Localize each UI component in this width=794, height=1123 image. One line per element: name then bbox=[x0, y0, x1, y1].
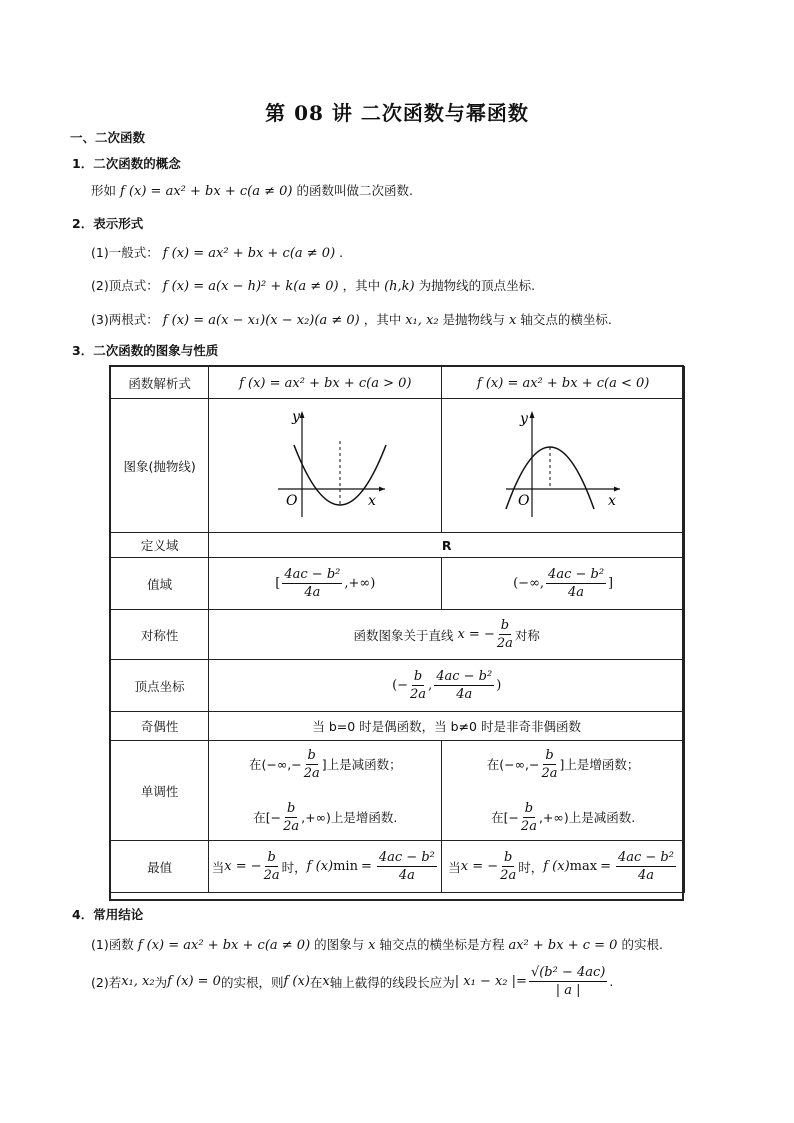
symmetry-x-eq: x = − bbox=[457, 627, 495, 642]
range-a-positive bbox=[209, 558, 442, 610]
c2-fx0: f (x) = 0 bbox=[167, 974, 221, 989]
mono-pos-top-num: b bbox=[307, 747, 316, 763]
range-neg-numerator: 4ac − b² bbox=[548, 567, 605, 582]
form-vertex-label: (2)顶点式： bbox=[91, 278, 159, 293]
mono-pos-bottom-post: ,+∞)上是增函数. bbox=[301, 810, 398, 825]
row-label-extremum: 最值 bbox=[111, 841, 209, 893]
table-row bbox=[111, 712, 685, 741]
vertex-denominator-2: 4a bbox=[456, 687, 473, 702]
symmetry-after: 对称 bbox=[514, 627, 540, 643]
heading-graph-properties: 3．二次函数的图象与性质 bbox=[72, 343, 219, 358]
form-vertex bbox=[91, 276, 535, 294]
x-axis-arrow bbox=[379, 487, 385, 492]
ext-neg-eq: = bbox=[600, 859, 611, 874]
ext-neg-den2: 4a bbox=[637, 868, 654, 883]
c2-abs: | x₁ − x₂ |= bbox=[454, 974, 527, 989]
range-pos-open: [ bbox=[275, 576, 281, 591]
c2-numerator: √(b² − 4ac) bbox=[530, 965, 606, 980]
properties-table bbox=[110, 366, 685, 893]
range-pos-numerator: 4ac − b² bbox=[284, 567, 341, 582]
vertex-open: (− bbox=[392, 678, 409, 693]
extremum-a-negative bbox=[442, 841, 685, 893]
ext-pos-fx: f (x) bbox=[306, 859, 334, 874]
symmetry-value bbox=[209, 610, 685, 660]
table-row bbox=[111, 367, 685, 399]
heading-conclusions: 4．常用结论 bbox=[72, 907, 144, 922]
origin-label: O bbox=[286, 493, 298, 509]
conclusion-1 bbox=[91, 935, 663, 953]
c2-mid4: 轴上截得的线段长应为 bbox=[329, 974, 455, 990]
form-roots-tail2: 轴交点的横坐标. bbox=[520, 312, 612, 327]
ext-pos-den: 2a bbox=[263, 868, 280, 883]
mono-pos-bottom-pre: 在[− bbox=[253, 810, 282, 825]
table-row bbox=[111, 533, 685, 558]
graph-a-negative bbox=[442, 399, 685, 533]
ext-pos-x-eq: x = − bbox=[224, 859, 262, 874]
c1-formula: f (x) = ax² + bx + c(a ≠ 0) bbox=[137, 938, 311, 953]
table-row bbox=[111, 610, 685, 660]
header-a-negative bbox=[442, 367, 685, 399]
form-vertex-tail: 为抛物线的顶点坐标. bbox=[418, 278, 536, 293]
origin-label: O bbox=[518, 493, 530, 509]
range-neg-denominator: 4a bbox=[568, 585, 585, 600]
c1-pre: (1)函数 bbox=[91, 937, 134, 952]
c2-mid1: 为 bbox=[154, 974, 168, 990]
range-neg-tail: ] bbox=[608, 576, 614, 591]
row-label-monotonic: 单调性 bbox=[111, 741, 209, 841]
form-general-formula: f (x) = ax² + bx + c(a ≠ 0) bbox=[162, 246, 336, 261]
c1-mid: 的图象与 bbox=[314, 937, 365, 952]
c2-fx: f (x) bbox=[283, 974, 310, 989]
range-pos-denominator: 4a bbox=[304, 585, 321, 600]
symmetry-before: 函数图象关于直线 bbox=[353, 627, 454, 643]
monotonic-a-positive bbox=[209, 741, 442, 841]
ext-pos-mid: 时， bbox=[281, 859, 307, 875]
ext-pos-den2: 4a bbox=[398, 868, 415, 883]
extremum-a-positive bbox=[209, 841, 442, 893]
concept-text bbox=[91, 181, 413, 199]
conclusion-2 bbox=[91, 965, 613, 998]
mono-pos-top-pre: 在(−∞,− bbox=[248, 757, 302, 772]
table-row bbox=[111, 660, 685, 712]
mono-neg-bottom-den: 2a bbox=[520, 818, 537, 834]
form-roots-formula: f (x) = a(x − x₁)(x − x₂)(a ≠ 0) bbox=[162, 313, 360, 328]
heading-forms: 2．表示形式 bbox=[72, 216, 144, 231]
ext-neg-pre: 当 bbox=[448, 859, 461, 875]
parabola-up-graph bbox=[260, 405, 390, 523]
vertex-numerator-1: b bbox=[413, 669, 423, 684]
y-axis-arrow bbox=[530, 411, 535, 418]
table-row bbox=[111, 399, 685, 533]
c2-vars: x₁, x₂ bbox=[121, 974, 155, 989]
header-a-positive bbox=[209, 367, 442, 399]
form-general bbox=[91, 243, 343, 261]
c1-equation: ax² + bx + c = 0 bbox=[508, 938, 618, 953]
y-axis-label: y bbox=[292, 409, 301, 425]
mono-neg-top-num: b bbox=[545, 747, 554, 763]
table-row bbox=[111, 741, 685, 841]
mono-pos-bottom-den: 2a bbox=[283, 818, 300, 834]
header-a-negative-formula: f (x) = ax² + bx + c(a < 0) bbox=[476, 375, 650, 391]
header-a-positive-formula: f (x) = ax² + bx + c(a > 0) bbox=[239, 375, 412, 391]
y-axis-arrow bbox=[300, 411, 305, 418]
section-heading-quadratic: 一、二次函数 bbox=[70, 130, 146, 145]
form-general-tail: . bbox=[339, 245, 344, 260]
symmetry-numerator: b bbox=[500, 618, 510, 633]
range-a-negative bbox=[442, 558, 685, 610]
form-vertex-point: (h,k) bbox=[384, 279, 415, 294]
c2-mid3: 在 bbox=[309, 974, 323, 990]
row-label-expression: 函数解析式 bbox=[111, 367, 209, 399]
ext-pos-eq: = bbox=[360, 859, 372, 874]
form-general-label: (1)一般式： bbox=[91, 245, 159, 260]
ext-neg-num: b bbox=[504, 850, 513, 865]
concept-before: 形如 bbox=[91, 183, 117, 198]
ext-neg-mid: 时， bbox=[518, 859, 544, 875]
vertex-value bbox=[209, 660, 685, 712]
ext-neg-den: 2a bbox=[500, 868, 517, 883]
parabola-down-graph bbox=[498, 405, 628, 523]
row-label-domain: 定义域 bbox=[111, 533, 209, 558]
graph-a-positive bbox=[209, 399, 442, 533]
x-axis-label: x bbox=[608, 493, 617, 509]
table-row bbox=[111, 841, 685, 893]
ext-neg-num2: 4ac − b² bbox=[617, 850, 674, 865]
domain-value: R bbox=[209, 533, 685, 558]
c2-pre: (2)若 bbox=[91, 974, 122, 990]
mono-neg-top-post: ]上是增函数； bbox=[559, 757, 640, 772]
concept-formula: f (x) = ax² + bx + c(a ≠ 0) bbox=[120, 184, 293, 199]
form-roots bbox=[91, 310, 612, 328]
page-title: 第 08 讲 二次函数与幂函数 bbox=[265, 101, 529, 125]
symmetry-denominator: 2a bbox=[496, 636, 513, 651]
row-label-range: 值域 bbox=[111, 558, 209, 610]
c2-x: x bbox=[322, 974, 330, 989]
form-vertex-mid: ，其中 bbox=[342, 278, 381, 293]
vertex-sep: , bbox=[428, 678, 433, 693]
vertex-close: ) bbox=[496, 678, 502, 693]
row-label-parity: 奇偶性 bbox=[111, 712, 209, 741]
form-roots-tail1: 是抛物线与 bbox=[442, 312, 506, 327]
ext-pos-num: b bbox=[267, 850, 276, 865]
form-roots-mid: ，其中 bbox=[363, 312, 402, 327]
c2-mid2: 的实根，则 bbox=[220, 974, 284, 990]
ext-pos-num2: 4ac − b² bbox=[378, 850, 435, 865]
mono-pos-bottom-num: b bbox=[286, 800, 296, 816]
concept-after: 的函数叫做二次函数. bbox=[296, 183, 413, 198]
x-axis-label: x bbox=[368, 493, 377, 509]
mono-neg-top-den: 2a bbox=[541, 765, 558, 781]
row-label-vertex: 顶点坐标 bbox=[111, 660, 209, 712]
heading-concept: 1．二次函数的概念 bbox=[72, 156, 181, 171]
mono-neg-bottom-pre: 在[− bbox=[491, 810, 519, 825]
ext-pos-sub: min bbox=[333, 859, 358, 874]
c1-x: x bbox=[368, 938, 376, 953]
vertex-denominator-1: 2a bbox=[410, 687, 427, 702]
form-vertex-formula: f (x) = a(x − h)² + k(a ≠ 0) bbox=[162, 279, 339, 294]
parity-value: 当 b=0 时是偶函数，当 b≠0 时是非奇非偶函数 bbox=[209, 712, 685, 741]
c1-tail: 的实根. bbox=[621, 937, 663, 952]
range-neg-open: (−∞, bbox=[513, 576, 545, 591]
ext-neg-fx: f (x) bbox=[543, 859, 570, 874]
form-roots-vars: x₁, x₂ bbox=[405, 313, 439, 328]
mono-pos-top-den: 2a bbox=[303, 765, 320, 781]
vertex-numerator-2: 4ac − b² bbox=[436, 669, 493, 684]
y-axis-label: y bbox=[520, 411, 529, 427]
monotonic-a-negative bbox=[442, 741, 685, 841]
table-row bbox=[111, 558, 685, 610]
mono-neg-bottom-post: ,+∞)上是减函数. bbox=[538, 810, 636, 825]
ext-pos-pre: 当 bbox=[211, 859, 225, 875]
ext-neg-sub: max bbox=[569, 859, 598, 874]
row-label-graph: 图象(抛物线) bbox=[111, 399, 209, 533]
c1-mid2: 轴交点的横坐标是方程 bbox=[379, 937, 505, 952]
range-pos-tail: ,+∞) bbox=[344, 576, 376, 591]
x-axis-arrow bbox=[614, 487, 620, 492]
form-roots-x: x bbox=[509, 313, 517, 328]
c2-denominator: | a | bbox=[555, 983, 581, 998]
mono-neg-bottom-num: b bbox=[524, 800, 534, 816]
ext-neg-x-eq: x = − bbox=[460, 859, 499, 874]
c2-tail: . bbox=[609, 974, 614, 989]
form-roots-label: (3)两根式： bbox=[91, 312, 159, 327]
row-label-symmetry: 对称性 bbox=[111, 610, 209, 660]
mono-neg-top-pre: 在(−∞,− bbox=[486, 757, 540, 772]
mono-pos-top-post: ]上是减函数； bbox=[321, 757, 402, 772]
